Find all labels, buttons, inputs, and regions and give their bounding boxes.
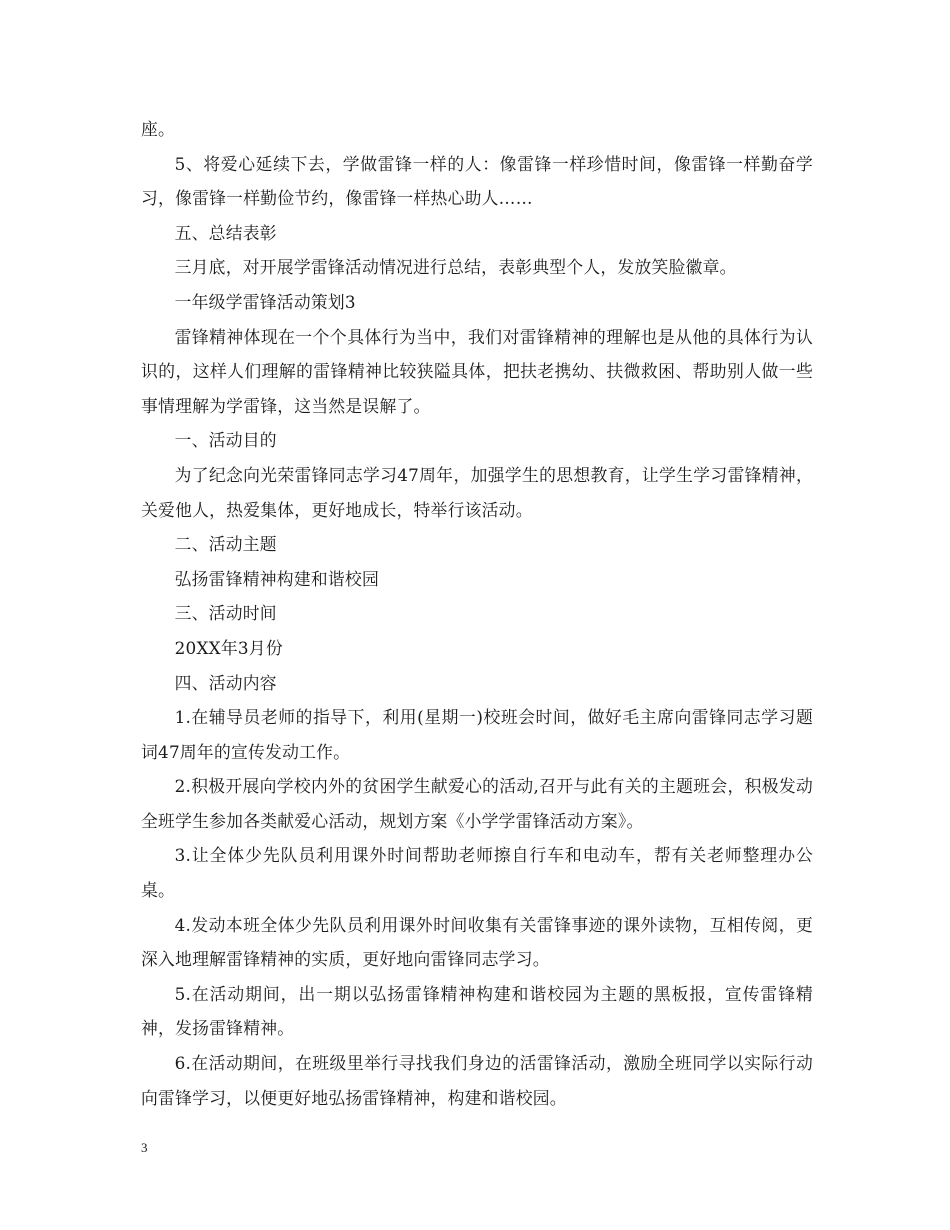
paragraph: 20XX年3月份 <box>174 637 283 658</box>
list-item: 6.在活动期间，在班级里举行寻找我们身边的活雷锋活动，激励全班同学以实际行动向雷锋学习，以便更好地弘扬雷锋精神，构建和谐校园。 <box>141 1053 813 1108</box>
section-title: 一年级学雷锋活动策划3 <box>174 291 356 312</box>
section-heading: 二、活动主题 <box>174 534 277 555</box>
list-item: 3.让全体少先队员利用课外时间帮助老师擦自行车和电动车，帮有关老师整理办公桌。 <box>141 845 813 901</box>
document-body <box>141 112 813 1115</box>
list-item: 1.在辅导员老师的指导下，利用(星期一)校班会时间，做好毛主席向雷锋同志学习题词47周年的宣传发动工作。 <box>141 707 813 762</box>
paragraph: 三月底，对开展学雷锋活动情况进行总结，表彰典型个人，发放笑脸徽章。 <box>174 257 737 278</box>
paragraph: 座。 <box>141 119 176 139</box>
list-item: 5.在活动期间，出一期以弘扬雷锋精神构建和谐校园为主题的黑板报，宣传雷锋精神，发扬雷锋精神。 <box>141 983 813 1039</box>
section-heading: 四、活动内容 <box>174 672 277 693</box>
paragraph: 弘扬雷锋精神构建和谐校园 <box>174 568 379 589</box>
paragraph: 5、将爱心延续下去，学做雷锋一样的人：像雷锋一样珍惜时间，像雷锋一样勤奋学习，像雷锋一样勤俭节约，像雷锋一样热心助人…… <box>141 153 813 209</box>
section-heading: 五、总结表彰 <box>174 222 277 243</box>
list-item: 4.发动本班全体少先队员利用课外时间收集有关雷锋事迹的课外读物，互相传阅，更深入地理解雷锋精神的实质，更好地向雷锋同志学习。 <box>141 914 813 970</box>
paragraph: 为了纪念向光荣雷锋同志学习47周年，加强学生的思想教育，让学生学习雷锋精神，关爱他人，热爱集体，更好地成长，特举行该活动。 <box>141 464 813 520</box>
list-item: 2.积极开展向学校内外的贫困学生献爱心的活动,召开与此有关的主题班会，积极发动全班学生参加各类献爱心活动，规划方案《小学学雷锋活动方案》。 <box>141 776 813 831</box>
section-heading: 一、活动目的 <box>174 430 277 451</box>
section-heading: 三、活动时间 <box>174 603 277 624</box>
page-number: 3 <box>141 1140 148 1155</box>
paragraph: 雷锋精神体现在一个个具体行为当中，我们对雷锋精神的理解也是从他的具体行为认识的，这样人们理解的雷锋精神比较狭隘具体，把扶老携幼、扶微救困、帮助别人做一些事情理解为学雷锋，这当然是误解了。 <box>141 326 813 416</box>
